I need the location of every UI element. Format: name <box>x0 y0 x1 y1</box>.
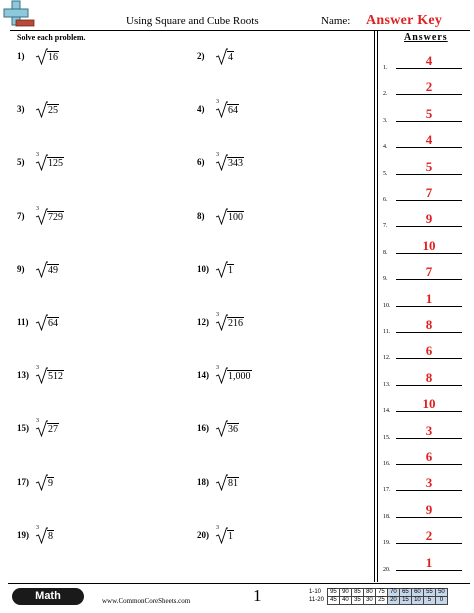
radicand: 16 <box>48 52 58 63</box>
problem-item <box>197 260 234 282</box>
score-cell: 80 <box>363 589 375 597</box>
problem-number: 9) <box>17 263 25 274</box>
answer-item <box>383 526 469 546</box>
problem-item <box>197 419 239 441</box>
score-row <box>308 597 447 605</box>
radical-expression <box>215 313 244 331</box>
answer-item <box>383 447 469 467</box>
problem-number: 5) <box>17 157 25 168</box>
answer-item <box>383 289 469 309</box>
answer-value: 4 <box>425 132 433 148</box>
answer-value: 8 <box>425 369 433 385</box>
radicand: 9 <box>48 477 53 489</box>
answer-value: 7 <box>425 264 433 280</box>
header-divider <box>10 30 470 31</box>
radical-expression <box>215 153 244 171</box>
radicand: 49 <box>48 264 58 276</box>
worksheet-title: Using Square and Cube Roots <box>126 15 259 27</box>
plus-sign-logo-icon <box>2 0 36 28</box>
score-cell: 95 <box>327 589 339 597</box>
root-index: 3 <box>36 365 39 372</box>
problem-item <box>197 526 234 548</box>
answer-item <box>383 183 469 203</box>
radical-expression <box>215 366 252 384</box>
score-cell: 10 <box>411 597 423 605</box>
problem-item <box>197 366 252 388</box>
answer-value: 10 <box>422 396 436 412</box>
radical-expression <box>215 526 234 544</box>
problem-number: 11) <box>17 317 29 327</box>
problem-number: 3) <box>17 104 25 115</box>
radical-expression <box>35 419 59 437</box>
answer-item <box>383 315 469 335</box>
root-index: 3 <box>216 99 219 106</box>
answer-item <box>383 130 469 150</box>
problem-number: 4) <box>197 104 205 115</box>
name-label: Name: <box>321 15 351 27</box>
radicand: 1 <box>228 530 233 542</box>
answer-value: 9 <box>425 501 433 517</box>
answer-item <box>383 77 469 97</box>
score-cell: 55 <box>423 589 435 597</box>
radical-sign-icon <box>215 207 228 225</box>
radicand: 125 <box>48 158 63 170</box>
problem-number: 15) <box>17 423 29 434</box>
score-cell: 30 <box>363 597 375 605</box>
radical-expression <box>35 260 59 278</box>
answer-key-label: Answer Key <box>366 13 443 28</box>
page-number: 1 <box>253 586 262 605</box>
problem-item <box>197 473 239 495</box>
answer-item <box>383 553 469 573</box>
radical-expression <box>35 366 64 384</box>
radicand: 64 <box>48 318 58 329</box>
root-index: 3 <box>216 152 219 159</box>
score-cell: 90 <box>339 589 351 597</box>
radicand: 8 <box>48 530 53 542</box>
answer-number: 15. <box>383 434 391 441</box>
answer-item <box>383 104 469 124</box>
radicand: 100 <box>228 211 243 223</box>
problem-item <box>17 526 54 548</box>
score-table <box>308 588 448 605</box>
score-row <box>308 589 447 597</box>
score-cell: 70 <box>387 589 399 597</box>
subject-badge: Math <box>12 588 84 605</box>
answer-value: 1 <box>425 554 433 570</box>
problem-item <box>17 313 59 335</box>
answer-value: 3 <box>425 422 433 438</box>
answer-number: 16. <box>383 461 391 467</box>
radical-expression <box>35 526 54 544</box>
problem-item <box>17 473 54 495</box>
problem-number: 7) <box>17 210 25 221</box>
answer-value: 10 <box>422 237 436 253</box>
root-index: 3 <box>36 418 39 425</box>
radical-sign-icon <box>215 419 228 437</box>
answer-item <box>383 262 469 282</box>
score-cell: 75 <box>375 589 387 597</box>
answer-number: 11. <box>383 329 391 335</box>
problem-number: 6) <box>197 157 205 168</box>
answer-item <box>383 500 469 520</box>
answer-value: 6 <box>425 343 433 359</box>
problem-item <box>17 47 59 69</box>
answer-number: 10. <box>383 302 391 309</box>
root-index: 3 <box>36 524 39 531</box>
root-index: 3 <box>36 205 39 212</box>
problem-item <box>17 100 59 122</box>
answer-number: 20. <box>383 566 391 573</box>
radical-expression <box>35 100 59 118</box>
radical-expression <box>215 473 239 491</box>
radicand: 729 <box>48 211 63 223</box>
radical-expression <box>35 473 54 491</box>
radicand: 512 <box>48 371 63 383</box>
answer-value: 2 <box>425 528 433 544</box>
radicand: 36 <box>228 424 238 436</box>
problem-item <box>17 260 59 282</box>
problem-item <box>197 207 244 229</box>
answers-heading: Answers <box>404 32 448 43</box>
score-range-label: 11-20 <box>309 597 324 603</box>
radical-expression <box>35 313 59 331</box>
score-cell: 60 <box>411 589 423 597</box>
radical-sign-icon <box>215 47 228 65</box>
score-cell: 85 <box>351 589 363 597</box>
answer-item <box>383 157 469 177</box>
answer-item <box>383 394 469 414</box>
root-index: 3 <box>216 365 219 372</box>
score-cell: 50 <box>435 589 447 597</box>
problem-number: 17) <box>17 476 29 487</box>
problem-number: 16) <box>197 423 209 434</box>
answer-number: 6. <box>383 197 388 203</box>
problem-item <box>197 47 234 69</box>
answer-value: 8 <box>425 317 433 332</box>
score-cell: 40 <box>339 597 351 605</box>
answer-number: 7. <box>383 223 388 230</box>
problem-item <box>197 313 244 335</box>
radicand: 1 <box>228 264 233 276</box>
score-cell: 25 <box>375 597 387 605</box>
problem-number: 8) <box>197 210 205 221</box>
score-cell: 0 <box>435 597 447 605</box>
radical-expression <box>215 100 239 118</box>
answer-number: 13. <box>383 381 391 388</box>
answer-number: 5. <box>383 170 388 177</box>
answer-item <box>383 51 469 71</box>
answer-value: 3 <box>425 475 433 491</box>
answer-number: 3. <box>383 117 388 124</box>
radical-sign-icon <box>35 47 48 65</box>
radicand: 216 <box>228 318 243 329</box>
radical-sign-icon <box>35 313 48 331</box>
problem-number: 2) <box>197 51 205 61</box>
answer-number: 2. <box>383 91 388 98</box>
answer-value: 1 <box>425 290 433 306</box>
problem-item <box>17 207 64 229</box>
score-cell: 65 <box>399 589 411 597</box>
radicand: 343 <box>228 158 243 170</box>
problem-number: 14) <box>197 370 209 381</box>
column-divider-right <box>377 30 378 582</box>
answer-item <box>383 473 469 493</box>
answer-value: 5 <box>425 158 433 174</box>
root-index: 3 <box>216 524 219 531</box>
answer-item <box>383 421 469 441</box>
answer-number: 14. <box>383 408 391 415</box>
answer-number: 8. <box>383 249 388 256</box>
answer-number: 12. <box>383 355 391 362</box>
radical-sign-icon <box>35 473 48 491</box>
answer-value: 6 <box>425 449 433 464</box>
answer-item <box>383 236 469 256</box>
radicand: 1,000 <box>228 371 251 383</box>
answer-number: 17. <box>383 487 391 494</box>
score-cell: 35 <box>351 597 363 605</box>
problem-item <box>17 366 64 388</box>
radical-expression <box>35 153 64 171</box>
answer-item <box>383 341 469 361</box>
radical-expression <box>215 419 239 437</box>
answer-number: 9. <box>383 276 388 283</box>
column-divider-left <box>374 30 375 582</box>
answer-item <box>383 209 469 229</box>
problem-item <box>17 153 64 175</box>
answer-number: 1. <box>383 65 388 71</box>
root-index: 3 <box>36 152 39 159</box>
answer-value: 2 <box>425 79 433 95</box>
answer-number: 19. <box>383 540 391 547</box>
radicand: 4 <box>228 52 233 63</box>
radicand: 81 <box>228 477 238 489</box>
problem-number: 13) <box>17 370 29 381</box>
problem-number: 18) <box>197 476 209 487</box>
radical-expression <box>215 47 234 65</box>
problem-item <box>17 419 59 441</box>
radical-sign-icon <box>215 473 228 491</box>
radical-sign-icon <box>35 100 48 118</box>
problem-number: 10) <box>197 263 209 274</box>
radical-sign-icon <box>215 260 228 278</box>
score-cell: 15 <box>399 597 411 605</box>
problem-number: 1) <box>17 51 25 61</box>
answer-number: 18. <box>383 513 391 520</box>
root-index: 3 <box>216 312 219 318</box>
answer-item <box>383 368 469 388</box>
answer-value: 9 <box>425 211 433 227</box>
problem-number: 20) <box>197 529 209 540</box>
answer-value: 7 <box>425 185 433 200</box>
problem-number: 19) <box>17 529 29 540</box>
radical-expression <box>35 47 59 65</box>
radical-sign-icon <box>35 260 48 278</box>
radical-expression <box>215 260 234 278</box>
problem-item <box>197 153 244 175</box>
score-cell: 45 <box>327 597 339 605</box>
radicand: 25 <box>48 105 58 117</box>
instructions: Solve each problem. <box>17 33 86 42</box>
radical-expression <box>215 207 244 225</box>
radicand: 64 <box>228 105 238 117</box>
score-range-label: 1-10 <box>309 589 322 595</box>
radicand: 27 <box>48 424 58 436</box>
score-cell: 5 <box>423 597 435 605</box>
problem-number: 12) <box>197 317 209 327</box>
footer-divider <box>8 583 470 584</box>
score-cell: 20 <box>387 597 399 605</box>
answer-value: 4 <box>425 53 433 68</box>
answer-value: 5 <box>425 105 433 121</box>
problem-item <box>197 100 239 122</box>
answer-number: 4. <box>383 144 388 151</box>
radical-expression <box>35 207 64 225</box>
site-url[interactable]: www.CommonCoreSheets.com <box>102 597 191 605</box>
